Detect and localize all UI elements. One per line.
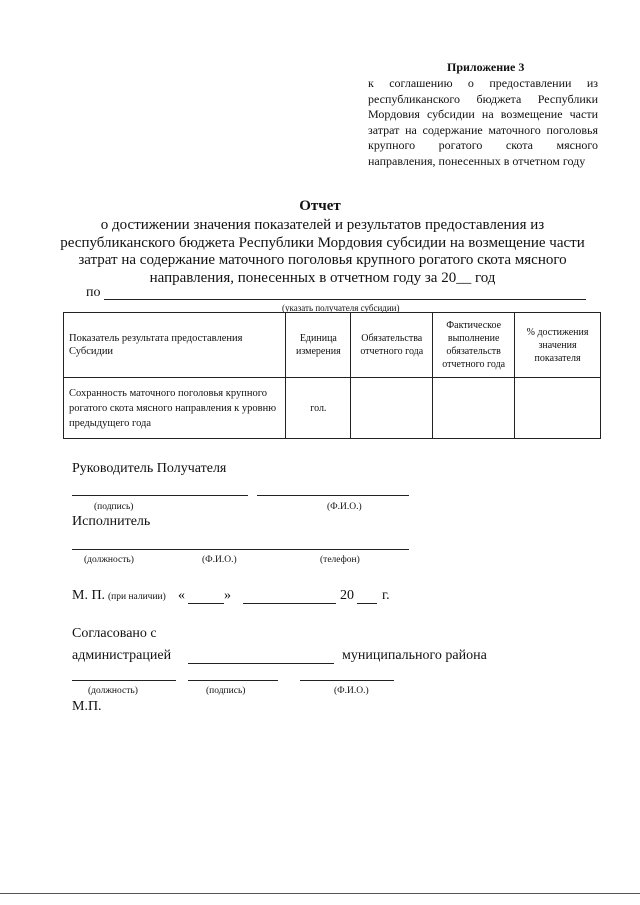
report-title: Отчет: [299, 198, 341, 214]
date-close-quote: »: [224, 588, 231, 603]
header-indicator: Показатель результата предоставления Субсидии: [64, 313, 286, 378]
head-signature-line[interactable]: [72, 495, 248, 496]
recipient-line[interactable]: [104, 299, 586, 300]
agreed-admin-line[interactable]: [188, 663, 334, 664]
date-open-quote: «: [178, 588, 185, 603]
header-percent: % достижения значения показателя: [515, 313, 601, 378]
cell-unit: гол.: [286, 378, 351, 439]
cell-percent[interactable]: [515, 378, 601, 439]
cell-indicator: Сохранность маточного поголовья крупного рогатого скота мясного направления к уровню предыдущего года: [64, 378, 286, 439]
agreed-fio-line[interactable]: [300, 680, 394, 681]
executor-phone-caption: (телефон): [320, 555, 360, 565]
date-day-line[interactable]: [188, 603, 224, 604]
head-fio-caption: (Ф.И.О.): [327, 502, 362, 512]
agreed-position-caption: (должность): [88, 686, 138, 696]
mp2-label: М.П.: [72, 699, 102, 714]
appendix-title: Приложение 3: [447, 60, 525, 74]
executor-label: Исполнитель: [72, 514, 151, 529]
cell-actual[interactable]: [433, 378, 515, 439]
mp-note: (при наличии): [108, 592, 166, 602]
agreed-fio-caption: (Ф.И.О.): [334, 686, 369, 696]
executor-line[interactable]: [72, 549, 409, 550]
recipient-hint: (указать получателя субсидии): [282, 303, 400, 313]
header-obligations: Обязательства отчетного года: [351, 313, 433, 378]
agreed-sign-caption: (подпись): [206, 686, 246, 696]
mp-label: М. П.: [72, 588, 106, 603]
date-year-prefix: 20: [340, 588, 354, 603]
agreed-position-line[interactable]: [72, 680, 176, 681]
date-suffix: г.: [382, 588, 390, 603]
agreed-district: муниципального района: [342, 648, 487, 663]
executor-fio-caption: (Ф.И.О.): [202, 555, 237, 565]
agreed-line2: администрацией: [72, 648, 172, 663]
appendix-text: к соглашению о предоставлении из республиканского бюджета Республики Мордовия субсидии на возмещение части затрат на содержание маточного поголовья крупного рогатого скота мясного направления, понесенных в отчетном году: [368, 76, 598, 168]
page-bottom-edge: [0, 893, 640, 894]
table-header-row: [64, 313, 601, 378]
head-label: Руководитель Получателя: [72, 461, 227, 476]
agreed-sign-line[interactable]: [188, 680, 278, 681]
header-unit: Единица измерения: [286, 313, 351, 378]
header-actual: Фактическое выполнение обязательств отчетного года: [433, 313, 515, 378]
date-year-line[interactable]: [357, 603, 377, 604]
head-sign-caption: (подпись): [94, 502, 134, 512]
table-row: [64, 378, 601, 439]
executor-position-caption: (должность): [84, 555, 134, 565]
report-subtitle: о достижении значения показателей и результатов предоставления из республиканского бюджета Республики Мордовия субсидии на возмещение части затрат на содержание маточного поголовья крупного рогатого скота мясного направления, понесенных в отчетном году за 20__ год: [60, 217, 585, 286]
date-month-line[interactable]: [243, 603, 336, 604]
head-fio-line[interactable]: [257, 495, 409, 496]
recipient-label: по: [86, 285, 101, 300]
cell-obligations[interactable]: [351, 378, 433, 439]
agreed-line1: Согласовано с: [72, 626, 157, 641]
results-table: [63, 312, 601, 439]
